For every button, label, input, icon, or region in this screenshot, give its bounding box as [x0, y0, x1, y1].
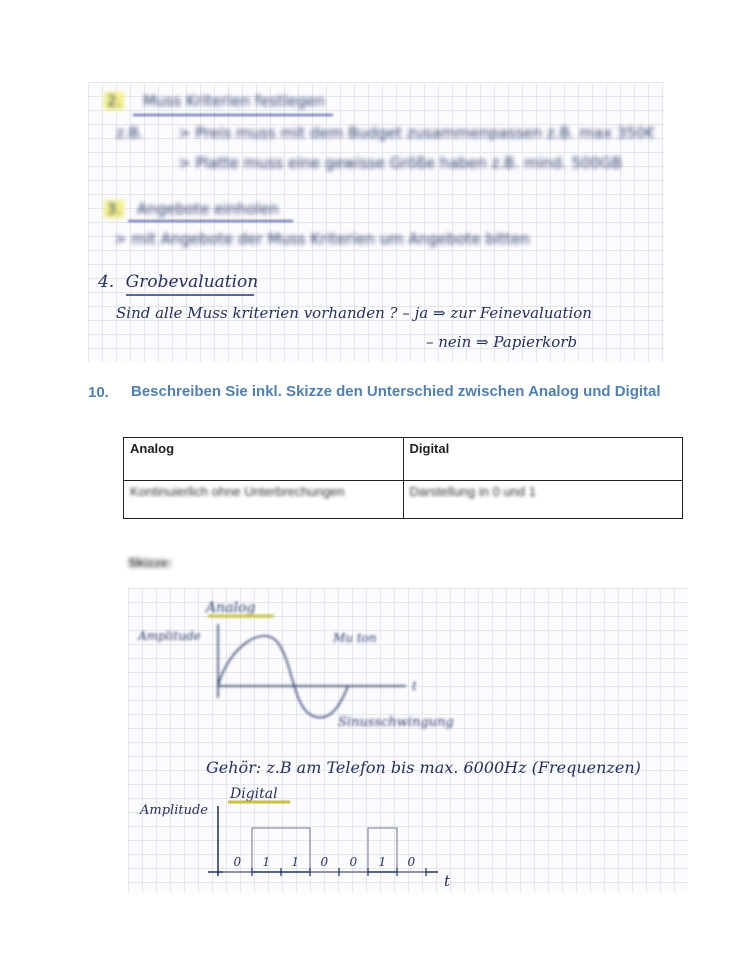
digital-bit-label: 0 [349, 855, 358, 869]
table-header-analog: Analog [124, 438, 404, 481]
hearing-note: Gehör: z.B am Telefon bis max. 6000Hz (Frequenzen) [206, 758, 641, 777]
analog-t-label: t [412, 679, 417, 693]
analog-note: Mu ton [333, 631, 377, 645]
table-header-row [124, 438, 683, 481]
question-number: 10. [88, 384, 109, 401]
table-row [124, 481, 683, 519]
comparison-table [123, 437, 683, 519]
step4-line-2: – nein ⇒ Papierkorb [426, 333, 578, 351]
step2-heading: 2. Muss Kriterien festlegen [104, 92, 325, 110]
notes-grid-paper [88, 82, 664, 362]
digital-bit-label: 0 [407, 855, 416, 869]
step3-underline [128, 220, 293, 222]
sketch-grid-paper [128, 588, 688, 893]
step2-example-prefix: z.B. [116, 124, 144, 142]
digital-bit-label: 0 [233, 855, 242, 869]
step2-line-1: > Preis muss mit dem Budget zusammenpassen z.B. max 350€ [178, 124, 656, 142]
sine-wave [218, 636, 348, 718]
table-cell-digital: Darstellung in 0 und 1 [403, 481, 683, 519]
digital-amplitude-label: Amplitude [140, 803, 208, 818]
digital-bit-label: 1 [262, 855, 271, 869]
table-cell-analog: Kontinuierlich ohne Unterbrechungen [124, 481, 404, 519]
digital-bit-label: 0 [320, 855, 329, 869]
table-header-digital: Digital [403, 438, 683, 481]
question-text: Beschreiben Sie inkl. Skizze den Unterschied zwischen Analog und Digital [131, 383, 661, 400]
digital-t-label: t [444, 872, 451, 890]
digital-title: Digital [230, 786, 278, 802]
step4-heading: 4. Grobevaluation [98, 272, 259, 292]
step3-line-1: > mit Angebote der Muss Kriterien um Angebote bitten [114, 230, 530, 248]
analog-title: Analog [206, 600, 256, 616]
sketch-label: Skizze: [128, 555, 173, 570]
step2-underline [133, 114, 333, 116]
wave-label: Sinusschwingung [338, 715, 454, 730]
digital-signal [223, 828, 426, 876]
step3-heading: 3. Angebote einholen [104, 200, 279, 218]
step4-line-1: Sind alle Muss kriterien vorhanden ? – ja ⇒ zur Feinevaluation [116, 304, 592, 322]
analog-sketch [137, 600, 454, 730]
sketch-drawing [128, 588, 688, 893]
step2-line-2: > Platte muss eine gewisse Größe haben z.B. mind. 500GB [178, 154, 622, 172]
step4-underline [126, 294, 254, 296]
digital-bit-label: 1 [291, 855, 300, 869]
digital-bit-label: 1 [378, 855, 387, 869]
amplitude-label: Amplitude [138, 629, 201, 643]
